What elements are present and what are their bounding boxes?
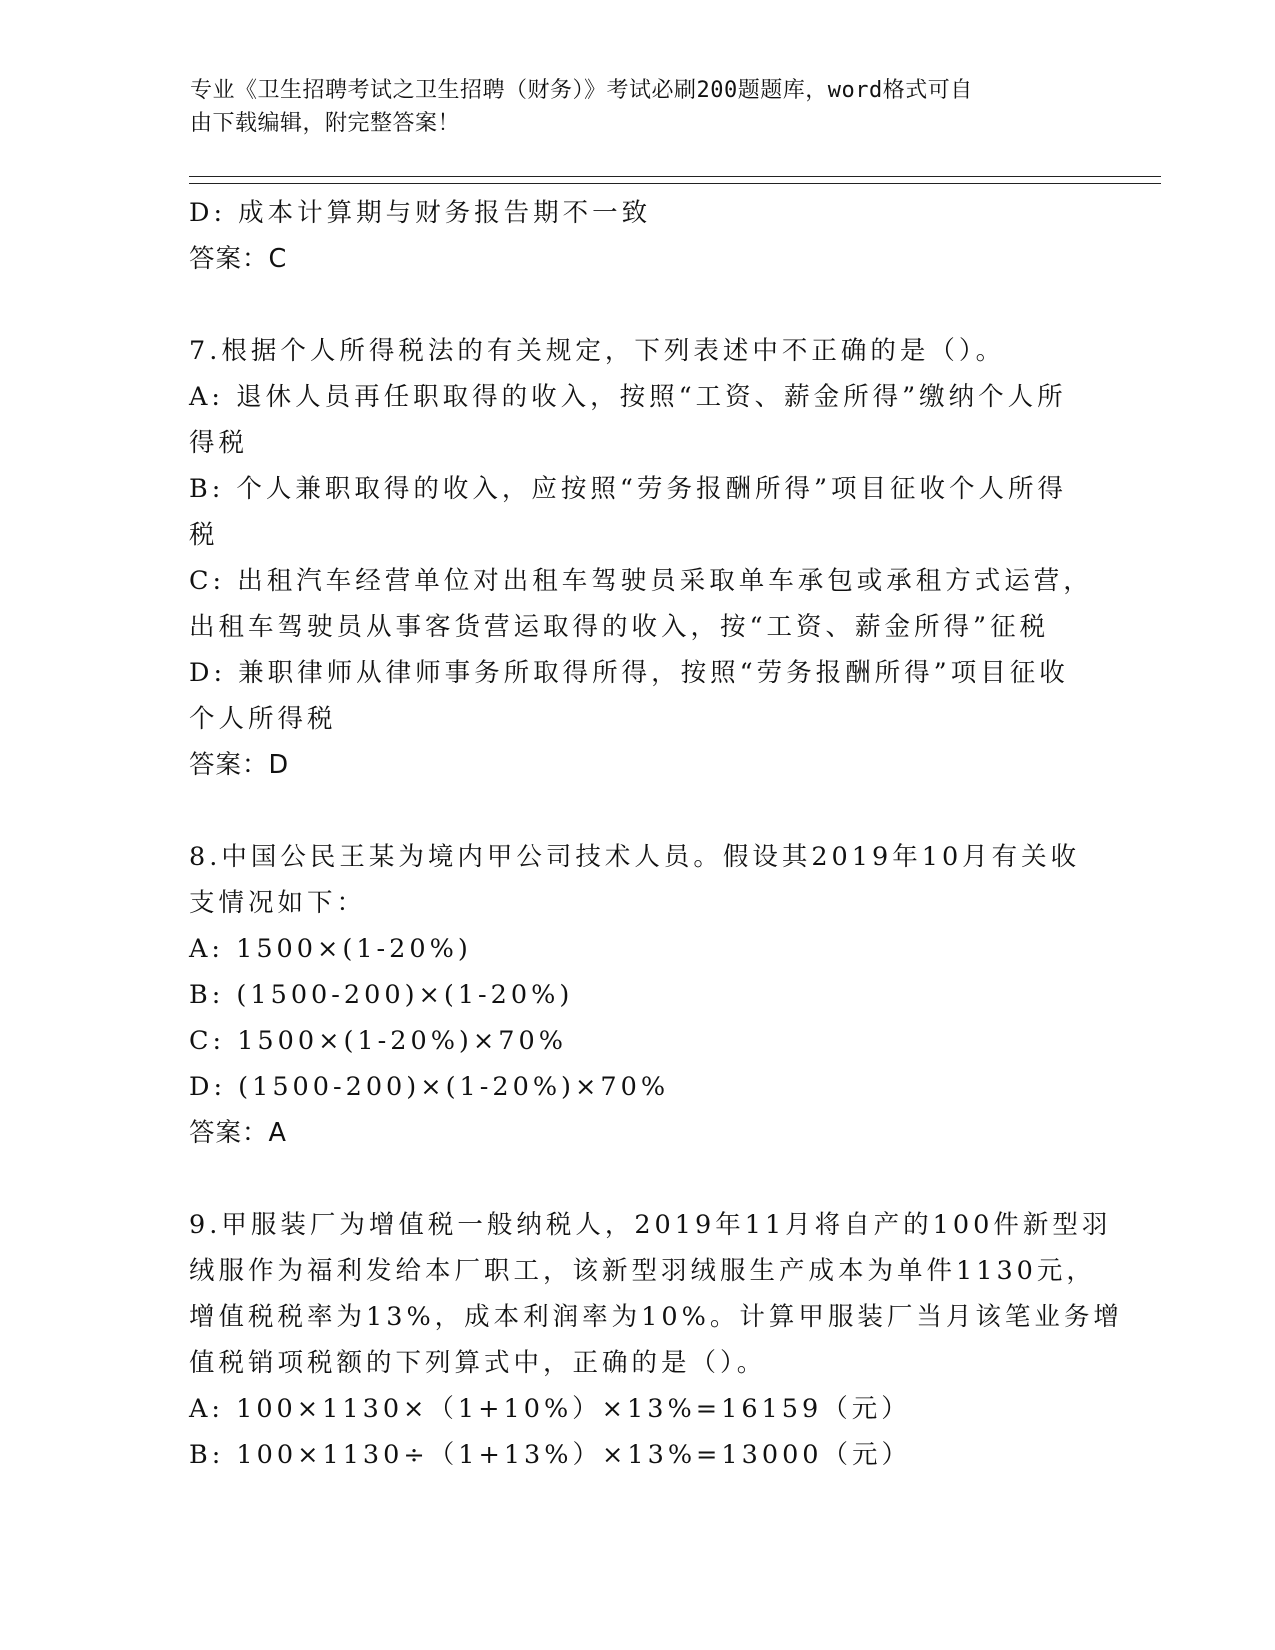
option-b-cont: 税 (189, 520, 219, 550)
answer: 答案：D (189, 750, 290, 780)
option-a-cont: 得税 (189, 428, 249, 458)
option-c: C: 出租汽车经营单位对出租车驾驶员采取单车承包或承租方式运营， (189, 566, 1093, 596)
answer: 答案：C (189, 244, 288, 274)
header-line-1: 专业《卫生招聘考试之卫生招聘（财务）》考试必刷200题题库，word格式可自 (190, 78, 973, 103)
question-7 (189, 328, 1093, 788)
option-d: D: (1500-200)×(1-20%)×70% (189, 1072, 670, 1102)
document-body (189, 190, 1123, 1478)
option-a: A: 100×1130×（1+10%）×13%=16159（元） (189, 1394, 911, 1424)
question-stem: 9.甲服装厂为增值税一般纳税人，2019年11月将自产的100件新型羽 (189, 1210, 1112, 1240)
question-stem-cont: 值税销项税额的下列算式中，正确的是（）。 (189, 1348, 767, 1378)
option-d: D: 成本计算期与财务报告期不一致 (189, 198, 652, 228)
option-d: D: 兼职律师从律师事务所取得所得，按照“劳务报酬所得”项目征收 (189, 658, 1069, 688)
question-6 (189, 190, 1089, 282)
option-b: B: 个人兼职取得的收入，应按照“劳务报酬所得”项目征收个人所得 (189, 474, 1068, 504)
option-a: A: 1500×(1-20%) (189, 934, 472, 964)
question-stem: 7.根据个人所得税法的有关规定，下列表述中不正确的是（）。 (189, 336, 1006, 366)
option-c-cont: 出租车驾驶员从事客货营运取得的收入，按“工资、薪金所得”征税 (189, 612, 1050, 642)
question-stem: 8.中国公民王某为境内甲公司技术人员。假设其2019年10月有关收 (189, 842, 1081, 872)
option-a: A: 退休人员再任职取得的收入，按照“工资、薪金所得”缴纳个人所 (189, 382, 1067, 412)
option-b: B: 100×1130÷（1+13%）×13%=13000（元） (189, 1440, 912, 1470)
question-stem-cont: 支情况如下： (189, 888, 367, 918)
question-stem-cont: 增值税税率为13%，成本利润率为10%。计算甲服装厂当月该笔业务增 (189, 1302, 1123, 1332)
option-c: C: 1500×(1-20%)×70% (189, 1026, 567, 1056)
option-d-cont: 个人所得税 (189, 704, 337, 734)
spacer (189, 788, 1089, 834)
header-line-2: 由下载编辑，附完整答案！ (190, 111, 461, 136)
document-header (190, 74, 1090, 140)
option-b: B: (1500-200)×(1-20%) (189, 980, 574, 1010)
header-rule-bottom (189, 183, 1161, 184)
question-stem-cont: 绒服作为福利发给本厂职工，该新型羽绒服生产成本为单件1130元， (189, 1256, 1096, 1286)
header-rule-top (189, 176, 1161, 177)
answer: 答案：A (189, 1118, 287, 1148)
spacer (189, 282, 1089, 328)
spacer (189, 1156, 1089, 1202)
question-8 (189, 834, 1089, 1156)
question-9 (189, 1202, 1123, 1478)
